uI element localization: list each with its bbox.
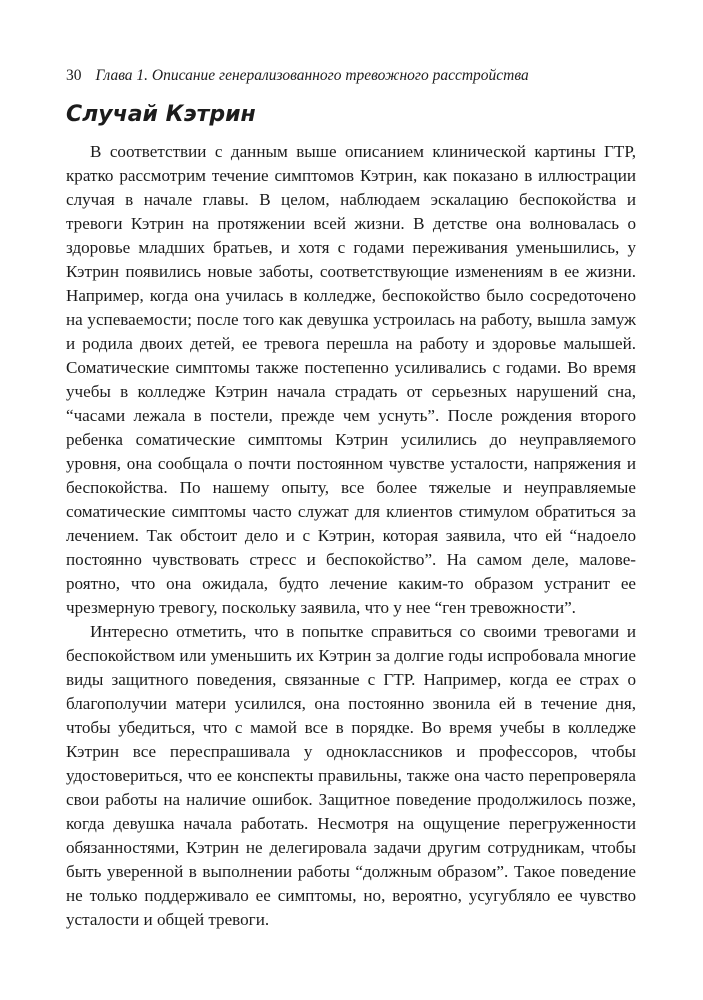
chapter-title: Глава 1. Описание генерализованного тревожного расстройства	[95, 67, 529, 84]
page-number: 30	[66, 67, 82, 84]
running-header	[66, 66, 646, 86]
body-text	[66, 140, 636, 932]
section-heading: Случай Кэтрин	[66, 102, 256, 127]
paragraph: Интересно отметить, что в попытке справиться со своими тревогами и беспокойством или уменьшить их Кэтрин за долгие годы испробовала многие виды защитного поведения, связанные с ГТР. Например, когда ее страх о благополучии матери усилился, она постоянно звонила ей в течение дня, чтобы убедиться, что с мамой все в порядке. Во время учебы в колледже Кэтрин все переспрашивала у одноклассников и профессоров, чтобы удостовериться, что ее конспекты правильны, также она часто перепроверяла свои работы на наличие ошибок. Защитное поведение продолжилось позже, когда девушка начала работать. Несмотря на ощущение перегруженности обязанностями, Кэтрин не делегировала задачи другим сотрудникам, чтобы быть уверенной в выполнении работы “должным образом”. Такое поведение не только поддерживало ее симптомы, но, вероятно, усугубляло ее чувство усталости и общей тревоги.	[66, 622, 636, 929]
paragraph: В соответствии с данным выше описанием клинической картины ГТР, кратко рассмотрим течение симптомов Кэтрин, как показано в иллюстрации случая в начале главы. В целом, наблюдаем эскалацию беспокойства и тревоги Кэтрин на протяжении всей жизни. В детстве она волновалась о здоровье младших братьев, и хотя с годами переживания уменьшились, у Кэтрин появились новые заботы, соответствующие изменениям в ее жизни. Например, когда она училась в колледже, беспокойство было сосредоточено на успеваемости; после того как девушка устроилась на работу, вышла замуж и родила двоих детей, ее тревога перешла на работу и здоровье малышей. Соматические симптомы также постепенно усиливались с годами. Во время учебы в колледже Кэтрин начала страдать от серьезных нарушений сна, “часами лежала в постели, прежде чем уснуть”. После рождения второго ребенка соматические симптомы Кэтрин усилились до неуправляемого уровня, она сообщала о почти постоянном чувстве усталости, напряжения и беспокойства. По нашему опыту, все более тяжелые и неуправляемые соматические симптомы часто служат для клиентов стимулом обратиться за лечением. Так обстоит дело и с Кэтрин, которая заявила, что ей “надоело постоянно чувствовать стресс и беспокойство”. На самом деле, маловероятно, что она ожидала, будто лечение каким-то образом устранит ее чрезмерную тревогу, поскольку заявила, что у нее “ген тревожности”.	[66, 142, 636, 617]
